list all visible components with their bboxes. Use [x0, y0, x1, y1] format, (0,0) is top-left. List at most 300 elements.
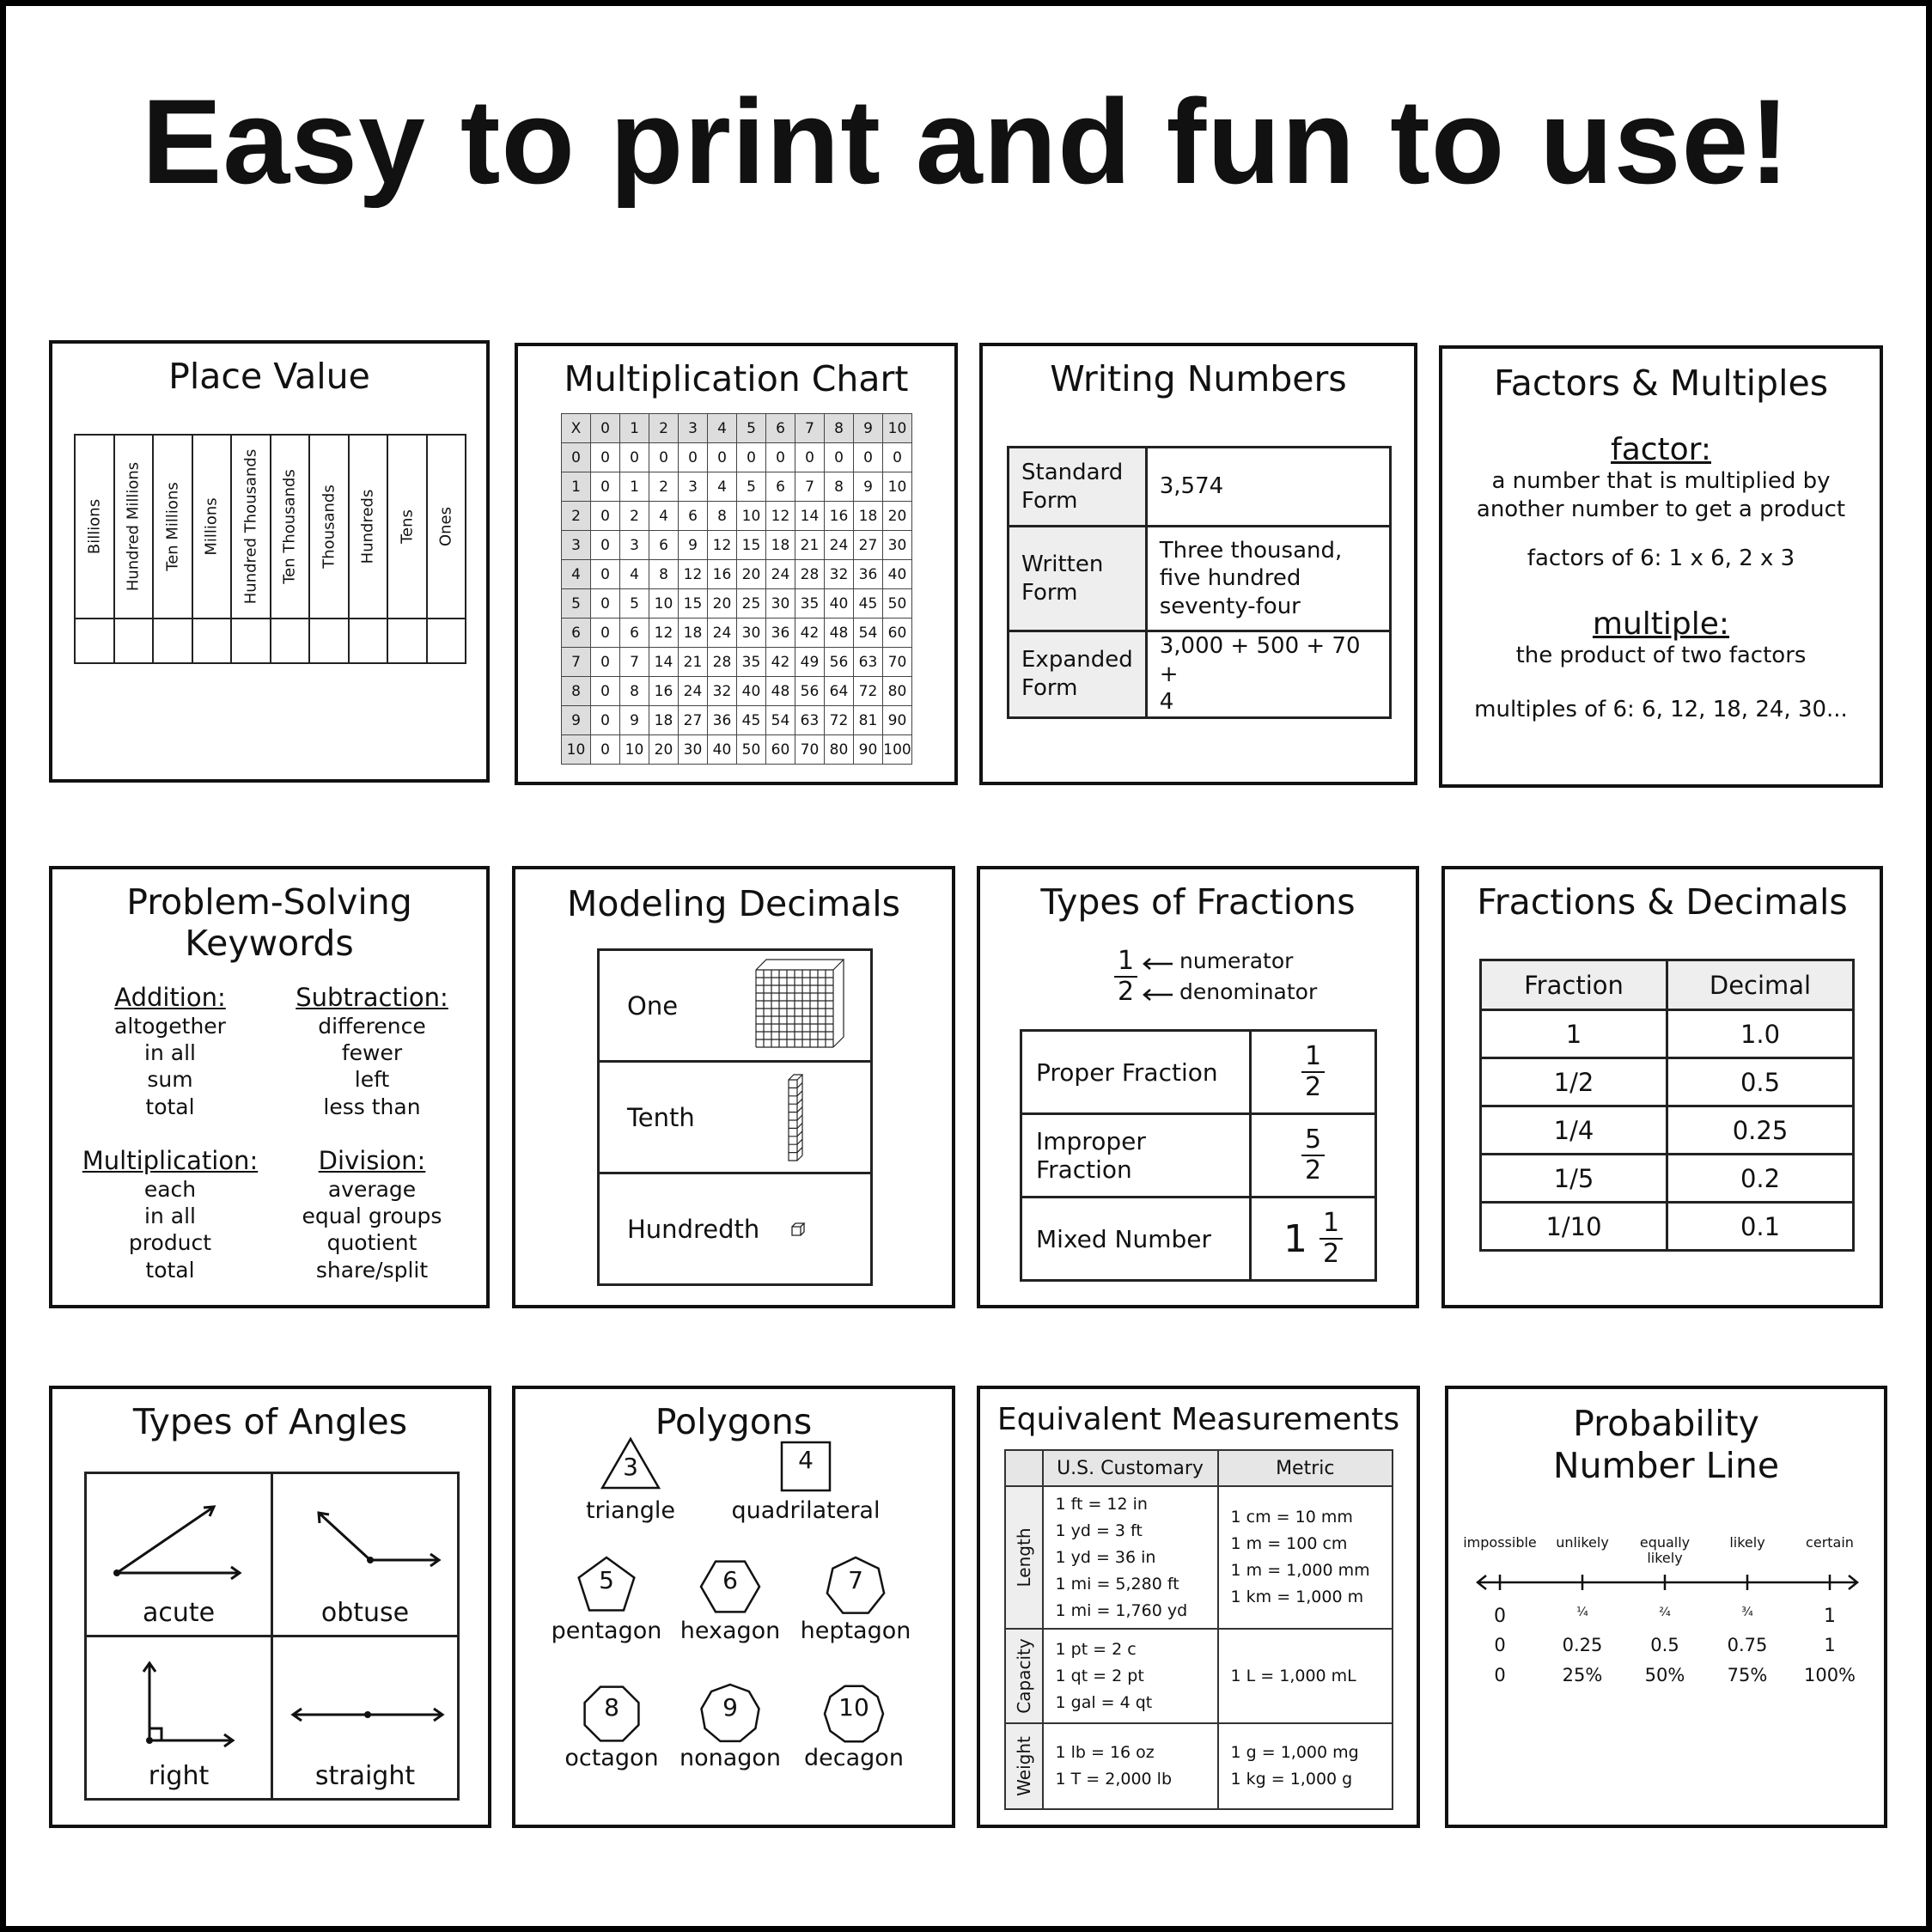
table-row	[1009, 448, 1391, 527]
chart-cell: 10	[649, 589, 679, 619]
probability-decimal: 0.5	[1650, 1635, 1679, 1655]
chart-cell: 18	[766, 531, 795, 560]
polygon-name: octagon	[564, 1745, 659, 1771]
chart-cell: 0	[591, 619, 620, 648]
chart-cell: 80	[825, 735, 854, 765]
chart-cell: 10	[620, 735, 649, 765]
place-value-column	[387, 435, 427, 619]
chart-cell: 56	[795, 677, 825, 706]
place-value-cell[interactable]	[349, 619, 388, 663]
category-cell	[1005, 1486, 1043, 1629]
table-cell: 0.25	[1667, 1106, 1854, 1155]
chart-cell: 6	[562, 619, 591, 648]
table-row	[562, 472, 912, 502]
polygon-sides: 6	[722, 1566, 738, 1594]
table-cell: 0.5	[1667, 1058, 1854, 1106]
table-header-row	[1481, 960, 1854, 1010]
card-title: Writing Numbers	[1050, 358, 1347, 399]
place-value-cell[interactable]	[309, 619, 349, 663]
decimal-label-one: One	[627, 990, 679, 1021]
chart-cell: 3	[679, 414, 708, 443]
card-equivalent-measurements	[977, 1386, 1420, 1828]
chart-cell: 0	[737, 443, 766, 472]
table-row	[1481, 1203, 1854, 1251]
chart-cell: 8	[620, 677, 649, 706]
fraction: $\frac{1}{2}$	[1301, 1044, 1325, 1100]
chart-cell: 2	[649, 472, 679, 502]
chart-cell: 0	[591, 735, 620, 765]
multiplication-table	[561, 413, 912, 765]
multiple-term: multiple:	[1592, 606, 1730, 643]
chart-cell: 3	[679, 472, 708, 502]
form-label: Standard Form	[1009, 448, 1147, 527]
chart-cell: 10	[883, 472, 912, 502]
table-cell: 1/4	[1481, 1106, 1667, 1155]
place-value-label: Hundred Thousands	[241, 448, 260, 605]
card-title: Place Value	[168, 356, 370, 397]
chart-cell: 54	[854, 619, 883, 648]
chart-cell: 0	[649, 443, 679, 472]
place-value-table	[74, 434, 466, 664]
category-label: Length	[1013, 1527, 1034, 1588]
keyword-heading: Multiplication:	[82, 1146, 259, 1175]
probability-percent: 50%	[1644, 1665, 1685, 1685]
chart-cell: 2	[649, 414, 679, 443]
card-polygons	[512, 1386, 955, 1828]
chart-cell: 40	[883, 560, 912, 589]
card-factors-multiples	[1439, 345, 1883, 788]
measurement-line: 1 g = 1,000 mg	[1230, 1743, 1359, 1762]
place-value-cell[interactable]	[231, 619, 271, 663]
keyword-heading: Addition:	[114, 983, 226, 1012]
chart-cell: 9	[854, 414, 883, 443]
chart-cell: 0	[591, 589, 620, 619]
table-row	[1005, 1629, 1393, 1723]
measurement-line: 1 mi = 1,760 yd	[1055, 1600, 1188, 1620]
chart-cell: 56	[825, 648, 854, 677]
measurement-line: 1 ft = 12 in	[1055, 1494, 1148, 1514]
keyword-heading: Division:	[318, 1146, 426, 1175]
chart-cell: 24	[766, 560, 795, 589]
place-value-cell[interactable]	[427, 619, 466, 663]
table-row	[1005, 1486, 1393, 1629]
table-row	[1481, 1010, 1854, 1058]
chart-cell: 64	[825, 677, 854, 706]
place-value-label: Ones	[436, 506, 455, 547]
polygon-name: quadrilateral	[731, 1497, 881, 1524]
table-row	[562, 706, 912, 735]
keyword-words: difference fewer left less than	[318, 1013, 426, 1119]
chart-cell: 4	[708, 414, 737, 443]
measurement-line: 1 km = 1,000 m	[1230, 1588, 1364, 1606]
place-value-column	[349, 435, 388, 619]
card-types-of-angles	[49, 1386, 491, 1828]
measurement-line: 1 pt = 2 c	[1055, 1639, 1137, 1659]
chart-cell: 70	[883, 648, 912, 677]
chart-cell: 9	[620, 706, 649, 735]
keyword-group	[76, 983, 265, 1120]
chart-cell: 1	[620, 414, 649, 443]
card-title: Polygons	[655, 1401, 813, 1442]
probability-fraction: ²⁄₄	[1659, 1606, 1671, 1619]
chart-cell: 60	[766, 735, 795, 765]
place-value-cell[interactable]	[387, 619, 427, 663]
chart-cell: 100	[883, 735, 912, 765]
place-value-label: Hundreds	[358, 489, 377, 564]
multiple-definition: the product of two factors	[1515, 642, 1807, 668]
place-value-column	[153, 435, 192, 619]
metric-cell	[1218, 1723, 1393, 1809]
place-value-cell[interactable]	[153, 619, 192, 663]
factor-definition: a number that is multiplied by another number to get a product	[1476, 467, 1846, 523]
probability-fraction: ¼	[1576, 1606, 1588, 1619]
place-value-label: Billions	[85, 498, 104, 555]
chart-cell: 8	[708, 502, 737, 531]
chart-cell: 10	[883, 414, 912, 443]
table-row	[562, 502, 912, 531]
place-value-cell[interactable]	[114, 619, 154, 663]
keyword-words: average equal groups quotient share/split	[302, 1176, 442, 1283]
chart-cell: 7	[562, 648, 591, 677]
chart-cell: 6	[649, 531, 679, 560]
table-row	[1021, 1114, 1376, 1198]
chart-cell: 36	[854, 560, 883, 589]
column-header: Fraction	[1481, 960, 1667, 1010]
chart-cell: 28	[795, 560, 825, 589]
measurement-line: 1 m = 100 cm	[1230, 1534, 1348, 1553]
probability-label: certain	[1806, 1534, 1854, 1551]
column-header: Decimal	[1667, 960, 1854, 1010]
chart-cell: 30	[883, 531, 912, 560]
acute-angle-icon	[113, 1500, 241, 1586]
chart-cell: 28	[708, 648, 737, 677]
card-title: Problem-Solving Keywords	[126, 881, 412, 965]
chart-cell: 18	[679, 619, 708, 648]
chart-cell: X	[562, 414, 591, 443]
fractions-decimals-table	[1479, 959, 1855, 1252]
chart-cell: 8	[562, 677, 591, 706]
measurement-line: 1 gal = 4 qt	[1055, 1692, 1153, 1712]
chart-cell: 18	[854, 502, 883, 531]
headline: Easy to print and fun to use!	[141, 74, 1791, 209]
metric-cell	[1218, 1629, 1393, 1723]
probability-label: impossible	[1463, 1534, 1537, 1551]
table-cell: 1/2	[1481, 1058, 1667, 1106]
chart-cell: 0	[591, 648, 620, 677]
chart-cell: 90	[883, 706, 912, 735]
chart-cell: 48	[766, 677, 795, 706]
chart-cell: 15	[737, 531, 766, 560]
table-cell: 1/5	[1481, 1155, 1667, 1203]
card-fractions-decimals	[1441, 866, 1883, 1308]
category-cell	[1005, 1723, 1043, 1809]
unit-cube-icon	[790, 1222, 806, 1238]
place-value-column	[114, 435, 154, 619]
chart-cell: 6	[766, 472, 795, 502]
card-title: Factors & Multiples	[1493, 363, 1829, 404]
example-fraction: $\frac{1}{2}$	[1114, 948, 1137, 1005]
place-value-cell[interactable]	[271, 619, 310, 663]
chart-cell: 2	[620, 502, 649, 531]
chart-cell: 72	[825, 706, 854, 735]
chart-cell: 42	[766, 648, 795, 677]
column-header: Metric	[1218, 1450, 1393, 1486]
chart-cell: 12	[766, 502, 795, 531]
measurement-line: 1 cm = 10 mm	[1230, 1508, 1353, 1527]
chart-cell: 0	[883, 443, 912, 472]
chart-cell: 32	[708, 677, 737, 706]
table-row	[1021, 1198, 1376, 1281]
keyword-group	[277, 983, 466, 1120]
card-place-value	[49, 340, 490, 783]
card-title: Probability Number Line	[1552, 1403, 1780, 1487]
chart-cell: 50	[737, 735, 766, 765]
chart-cell: 24	[708, 619, 737, 648]
card-title: Types of Angles	[132, 1401, 408, 1442]
card-modeling-decimals	[512, 866, 955, 1308]
chart-cell: 30	[679, 735, 708, 765]
chart-cell: 9	[854, 472, 883, 502]
chart-cell: 8	[649, 560, 679, 589]
place-value-column	[75, 435, 114, 619]
chart-cell: 5	[562, 589, 591, 619]
table-row	[1009, 631, 1391, 718]
chart-cell: 36	[708, 706, 737, 735]
polygon-name: pentagon	[551, 1618, 662, 1644]
whole-number: 1	[1283, 1216, 1307, 1261]
polygon-name: decagon	[804, 1745, 904, 1771]
chart-cell: 6	[766, 414, 795, 443]
keyword-words: each in all product total	[128, 1176, 212, 1283]
chart-cell: 6	[620, 619, 649, 648]
probability-label: likely	[1729, 1534, 1765, 1551]
chart-cell: 20	[708, 589, 737, 619]
chart-cell: 1	[620, 472, 649, 502]
table-cell: 1	[1481, 1010, 1667, 1058]
chart-cell: 12	[708, 531, 737, 560]
chart-cell: 49	[795, 648, 825, 677]
chart-cell: 70	[795, 735, 825, 765]
category-label: Capacity	[1013, 1638, 1034, 1714]
probability-label: equally likely	[1639, 1534, 1691, 1567]
chart-cell: 81	[854, 706, 883, 735]
chart-cell: 45	[854, 589, 883, 619]
probability-percent: 25%	[1562, 1665, 1603, 1685]
chart-cell: 16	[708, 560, 737, 589]
chart-cell: 14	[649, 648, 679, 677]
chart-cell: 0	[591, 472, 620, 502]
card-title: Multiplication Chart	[564, 358, 909, 399]
chart-cell: 40	[825, 589, 854, 619]
place-value-column	[231, 435, 271, 619]
chart-cell: 36	[766, 619, 795, 648]
chart-cell: 10	[562, 735, 591, 765]
chart-cell: 50	[883, 589, 912, 619]
us-cell	[1043, 1629, 1218, 1723]
chart-cell: 7	[795, 414, 825, 443]
fraction-type-example	[1251, 1198, 1376, 1281]
card-probability-number-line	[1445, 1386, 1887, 1828]
chart-cell: 0	[591, 502, 620, 531]
polygon-sides: 5	[599, 1566, 614, 1594]
chart-cell: 15	[679, 589, 708, 619]
chart-cell: 8	[825, 472, 854, 502]
angle-label-straight: straight	[314, 1761, 416, 1791]
probability-fraction: ¾	[1741, 1606, 1753, 1619]
place-value-label: Tens	[398, 509, 417, 544]
decimal-label-tenth: Tenth	[627, 1102, 695, 1132]
card-multiplication-chart	[515, 343, 958, 785]
chart-cell: 3	[562, 531, 591, 560]
polygon-sides: 3	[623, 1453, 638, 1481]
chart-cell: 35	[737, 648, 766, 677]
metric-cell	[1218, 1486, 1393, 1629]
probability-label: unlikely	[1556, 1534, 1609, 1551]
form-label: Written Form	[1009, 527, 1147, 631]
chart-cell: 30	[737, 619, 766, 648]
probability-percent: 75%	[1727, 1665, 1768, 1685]
chart-cell: 16	[825, 502, 854, 531]
chart-cell: 7	[795, 472, 825, 502]
chart-cell: 0	[591, 560, 620, 589]
place-value-label: Hundred Millions	[124, 461, 143, 592]
decimal-label-hundredth: Hundredth	[627, 1214, 760, 1244]
chart-cell: 8	[825, 414, 854, 443]
polygon-sides: 7	[848, 1566, 863, 1594]
table-row	[562, 560, 912, 589]
probability-decimal: 0	[1494, 1635, 1506, 1655]
chart-cell: 4	[649, 502, 679, 531]
table-row	[1005, 1723, 1393, 1809]
chart-cell: 21	[679, 648, 708, 677]
straight-angle-icon	[290, 1702, 445, 1728]
number-line	[1474, 1569, 1861, 1595]
chart-cell: 20	[737, 560, 766, 589]
chart-cell: 63	[795, 706, 825, 735]
chart-cell: 9	[562, 706, 591, 735]
place-value-column	[271, 435, 310, 619]
probability-decimal: 1	[1824, 1635, 1836, 1655]
category-cell	[1005, 1629, 1043, 1723]
keyword-group	[277, 1146, 466, 1283]
probability-percent: 0	[1494, 1665, 1506, 1685]
table-row	[1009, 527, 1391, 631]
chart-cell: 6	[679, 502, 708, 531]
chart-cell: 63	[854, 648, 883, 677]
chart-cell: 42	[795, 619, 825, 648]
probability-fraction: 0	[1494, 1606, 1506, 1627]
us-cell	[1043, 1723, 1218, 1809]
fraction-type-label: Proper Fraction	[1021, 1031, 1251, 1114]
chart-cell: 18	[649, 706, 679, 735]
table-row	[1021, 1031, 1376, 1114]
chart-cell: 5	[737, 414, 766, 443]
chart-cell: 0	[562, 443, 591, 472]
column-header: U.S. Customary	[1043, 1450, 1218, 1486]
table-cell: 1.0	[1667, 1010, 1854, 1058]
chart-cell: 4	[708, 472, 737, 502]
measurement-line: 1 T = 2,000 lb	[1055, 1770, 1173, 1789]
place-value-cell[interactable]	[75, 619, 114, 663]
chart-cell: 60	[883, 619, 912, 648]
polygon-name: hexagon	[680, 1618, 781, 1644]
place-value-column	[192, 435, 232, 619]
card-writing-numbers	[979, 343, 1417, 785]
form-label: Expanded Form	[1009, 631, 1147, 718]
chart-cell: 27	[679, 706, 708, 735]
probability-percent: 100%	[1803, 1665, 1856, 1685]
chart-cell: 24	[825, 531, 854, 560]
chart-cell: 21	[795, 531, 825, 560]
measurement-line: 1 mi = 5,280 ft	[1055, 1574, 1179, 1594]
chart-cell: 12	[679, 560, 708, 589]
chart-cell: 80	[883, 677, 912, 706]
chart-cell: 10	[737, 502, 766, 531]
chart-cell: 20	[649, 735, 679, 765]
table-cell: 0.1	[1667, 1203, 1854, 1251]
place-value-label: Thousands	[320, 485, 338, 569]
chart-cell: 0	[795, 443, 825, 472]
form-value: 3,574	[1146, 448, 1390, 527]
category-label: Weight	[1013, 1736, 1034, 1796]
corner-cell	[1005, 1450, 1043, 1486]
form-value: Three thousand, five hundred seventy-four	[1146, 527, 1390, 631]
table-cell: 0.2	[1667, 1155, 1854, 1203]
chart-cell: 14	[795, 502, 825, 531]
place-value-cell[interactable]	[192, 619, 232, 663]
chart-cell: 30	[766, 589, 795, 619]
chart-cell: 40	[708, 735, 737, 765]
table-row	[562, 735, 912, 765]
polygon-name: heptagon	[800, 1618, 911, 1644]
chart-cell: 4	[620, 560, 649, 589]
chart-cell: 5	[737, 472, 766, 502]
place-value-label: Ten Thousands	[280, 469, 299, 584]
table-row	[562, 619, 912, 648]
chart-cell: 40	[737, 677, 766, 706]
fraction: $\frac{5}{2}$	[1301, 1127, 1325, 1184]
keyword-words: altogether in all sum total	[114, 1013, 226, 1119]
chart-cell: 0	[708, 443, 737, 472]
chart-cell: 12	[649, 619, 679, 648]
card-title: Fractions & Decimals	[1477, 881, 1848, 923]
table-cell: 1/10	[1481, 1203, 1667, 1251]
chart-cell: 45	[737, 706, 766, 735]
factor-example: factors of 6: 1 x 6, 2 x 3	[1527, 545, 1795, 572]
chart-cell: 20	[883, 502, 912, 531]
polygon-sides: 8	[604, 1693, 619, 1722]
table-row	[1481, 1106, 1854, 1155]
table-row	[562, 677, 912, 706]
chart-cell: 16	[649, 677, 679, 706]
polygon-sides: 9	[722, 1693, 738, 1722]
chart-cell: 7	[620, 648, 649, 677]
form-value: 3,000 + 500 + 70 + 4	[1146, 631, 1390, 718]
multiple-example: multiples of 6: 6, 12, 18, 24, 30...	[1474, 696, 1848, 722]
chart-cell: 0	[591, 414, 620, 443]
fraction-type-example	[1251, 1114, 1376, 1198]
chart-cell: 0	[766, 443, 795, 472]
denominator-label: denominator	[1179, 979, 1318, 1004]
chart-cell: 0	[679, 443, 708, 472]
polygon-sides: 4	[798, 1446, 814, 1474]
angle-label-right: right	[148, 1761, 210, 1791]
fraction-type-label: Mixed Number	[1021, 1198, 1251, 1281]
chart-cell: 32	[825, 560, 854, 589]
probability-decimal: 0.25	[1562, 1635, 1603, 1655]
table-row	[562, 443, 912, 472]
measurement-line: 1 lb = 16 oz	[1055, 1743, 1155, 1762]
